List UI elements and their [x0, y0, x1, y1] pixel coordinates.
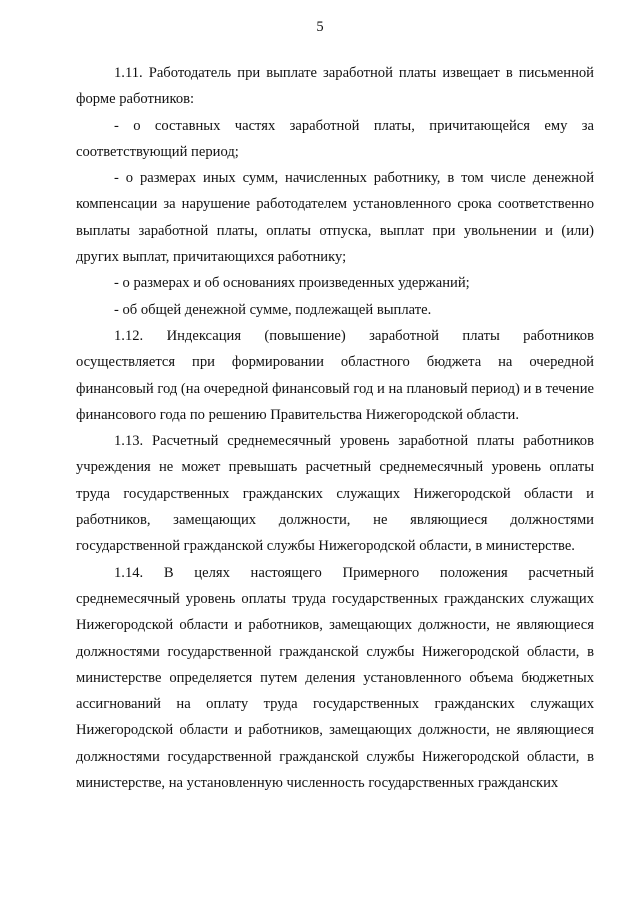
- paragraph-1-11: 1.11. Работодатель при выплате заработной платы извещает в письменной форме работников:: [76, 65, 594, 108]
- list-item-other-sums: - о размерах иных сумм, начисленных работнику, в том числе денежной компенсации за нарушение работодателем установленного срока соответственно выплаты заработной платы, оплаты отпуска, выплат при увольнении и (или) других выплат, причитающихся работнику;: [76, 170, 594, 266]
- page-number: 5: [316, 19, 324, 35]
- paragraph-1-14: 1.14. В целях настоящего Примерного положения расчетный среднемесячный уровень оплаты труда государственных гражданских служащих Нижегородской области и работников, замещающих должности, не являющиеся должностями государственной гражданской службы Нижегородской области, в министерстве определяется путем деления установленного объема бюджетных ассигнований на оплату труда государственных гражданских служащих Нижегородской области и работников, замещающих должности, не являющиеся должностями государственной гражданской службы Нижегородской области, в министерстве, на установленную численность государственных гражданских: [76, 564, 594, 792]
- list-item-composition: - о составных частях заработной платы, причитающейся ему за соответствующий период;: [76, 117, 594, 160]
- paragraph-1-12: 1.12. Индексация (повышение) заработной платы работников осуществляется при формировании областного бюджета на очередной финансовый год (на очередной финансовый год и на плановый период) и в течение финансового года по решению Правительства Нижегородской области.: [76, 327, 594, 423]
- paragraph-1-13: 1.13. Расчетный среднемесячный уровень заработной платы работников учреждения не может превышать расчетный среднемесячный уровень оплаты труда государственных гражданских служащих Нижегородской области и работников, замещающих должности, не являющиеся должностями государственной гражданской службы Нижегородской области, в министерстве.: [76, 433, 594, 555]
- list-item-total-sum: - об общей денежной сумме, подлежащей выплате.: [114, 301, 432, 318]
- list-item-deductions: - о размерах и об основаниях произведенных удержаний;: [114, 275, 470, 292]
- document-body: [76, 60, 594, 796]
